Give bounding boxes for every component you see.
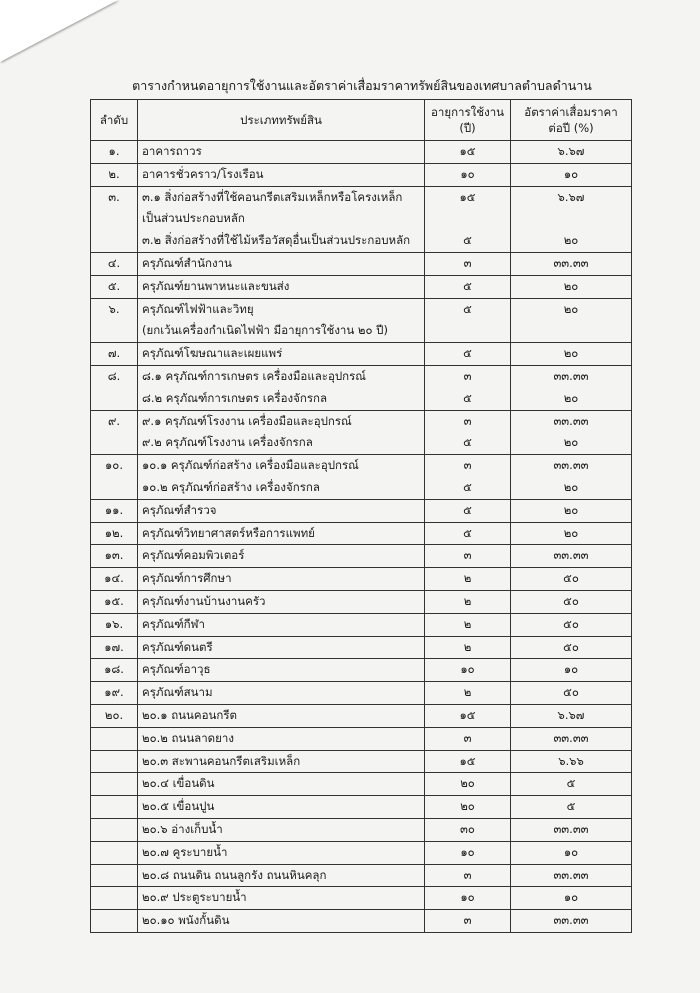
row-asset-type [138,186,425,252]
depreciation-rate-value: ๓๓.๓๓ [553,867,589,882]
row-useful-life [425,864,511,887]
useful-life-value: ๒ [463,685,472,700]
asset-type-text: ๙.๑ ครุภัณฑ์โรงงาน เครื่องมือและอุปกรณ์ [142,413,352,428]
table-row [91,887,632,910]
header-useful-life-line2: (ปี) [459,121,476,135]
row-asset-type [138,275,425,298]
row-seq: ๑๐. [91,455,138,500]
row-asset-type [138,499,425,522]
row-depreciation-rate [511,186,632,252]
row-seq: ๑๑. [91,499,138,522]
header-depreciation-rate [511,100,632,141]
useful-life-value: ๑๕ [459,707,476,722]
useful-life-value: ๕ [463,346,472,361]
row-seq [91,910,138,933]
row-asset-type [138,163,425,186]
header-useful-life-line1: อายุการใช้งาน [430,105,505,119]
row-seq: ๑๒. [91,522,138,545]
row-asset-type [138,841,425,864]
useful-life-value: ๕ [463,301,472,316]
row-depreciation-rate [511,613,632,636]
row-useful-life [425,773,511,796]
row-asset-type [138,343,425,366]
table-row [91,682,632,705]
row-depreciation-rate [511,275,632,298]
asset-type-text: อาคารถาวร [142,144,202,158]
table-row [91,659,632,682]
table-row [91,455,632,500]
asset-type-text: อาคารชั่วคราว/โรงเรือน [142,166,264,181]
table-row [91,499,632,522]
row-useful-life [425,613,511,636]
row-useful-life [425,659,511,682]
depreciation-rate-value: ๓๓.๓๓ [553,458,589,473]
table-row [91,275,632,298]
depreciation-rate-value: ๕ [566,799,576,814]
depreciation-rate-value: ๓๓.๓๓ [553,730,589,745]
asset-type-text: (ยกเว้นเครื่องกำเนิดไฟฟ้า มีอายุการใช้งาน ๒๐ ปี) [142,323,388,338]
row-useful-life [425,727,511,750]
row-seq [91,818,138,841]
useful-life-value: ๒ [463,616,472,631]
asset-type-text: เป็นส่วนประกอบหลัก [142,211,245,226]
row-seq: ๑๗. [91,636,138,659]
row-depreciation-rate [511,659,632,682]
depreciation-rate-value: ๒๐ [563,390,579,405]
useful-life-value: ๒๐ [460,799,475,814]
row-asset-type [138,910,425,933]
row-seq: ๘. [91,365,138,410]
depreciation-rate-value: ๒๐ [563,346,579,361]
asset-type-text: ครุภัณฑ์คอมพิวเตอร์ [142,548,245,563]
useful-life-value: ๕ [463,502,472,517]
row-depreciation-rate [511,636,632,659]
row-seq: ๒๐. [91,704,138,727]
asset-type-text: ครุภัณฑ์งานบ้านงานครัว [142,593,266,608]
header-seq: ลำดับ [91,100,138,141]
asset-type-text: ๒๐.๑๐ พนังกั้นดิน [142,913,230,928]
row-depreciation-rate [511,773,632,796]
row-depreciation-rate [511,545,632,568]
row-useful-life [425,252,511,275]
asset-type-text: ครุภัณฑ์ดนตรี [142,639,213,654]
useful-life-value: ๓ [463,730,472,745]
asset-type-text: ๒๐.๘ ถนนดิน ถนนลูกรัง ถนนหินคลุก [142,867,327,882]
row-seq: ๓. [91,186,138,252]
depreciation-rate-value: ๕๐ [563,571,579,586]
row-asset-type [138,365,425,410]
row-seq [91,773,138,796]
depreciation-rate-value: ๖.๖๗ [557,189,585,204]
row-useful-life [425,186,511,252]
asset-type-text: ครุภัณฑ์สนาม [142,685,213,700]
row-useful-life [425,275,511,298]
table-row [91,252,632,275]
useful-life-value: ๓๐ [460,821,475,836]
depreciation-rate-value: ๕๐ [563,593,579,608]
depreciation-rate-value: ๒๐ [563,233,579,248]
table-row [91,410,632,455]
table-row [91,365,632,410]
asset-type-text: ๒๐.๒ ถนนลาดยาง [142,730,234,745]
depreciation-rate-value: ๓๓.๓๓ [553,548,589,563]
row-seq: ๑๙. [91,682,138,705]
depreciation-rate-value: ๖.๖๗ [557,144,585,158]
row-useful-life [425,818,511,841]
row-seq: ๙. [91,410,138,455]
depreciation-rate-value: ๒๐ [563,479,579,494]
depreciation-rate-value: ๒๐ [563,301,579,316]
useful-life-value: ๕ [463,479,472,494]
row-seq: ๑๔. [91,568,138,591]
row-useful-life [425,522,511,545]
asset-type-text: ครุภัณฑ์กีฬา [142,616,205,631]
asset-type-text: ครุภัณฑ์สำนักงาน [142,255,232,270]
asset-type-text: ๘.๑ ครุภัณฑ์การเกษตร เครื่องมือและอุปกรณ์ [142,368,366,383]
table-row [91,298,632,343]
useful-life-value: ๓ [463,368,472,383]
row-depreciation-rate [511,499,632,522]
row-asset-type [138,141,425,164]
table-header-row [91,100,632,141]
useful-life-value: ๑๐ [460,166,475,181]
row-asset-type [138,887,425,910]
row-seq: ๑๘. [91,659,138,682]
row-seq [91,750,138,773]
table-row [91,163,632,186]
row-useful-life [425,343,511,366]
table-row [91,773,632,796]
row-asset-type [138,727,425,750]
asset-type-text: ๒๐.๕ เขื่อนปูน [142,799,215,814]
row-seq: ๔. [91,252,138,275]
asset-type-text: ครุภัณฑ์โฆษณาและเผยแพร่ [142,346,283,361]
header-rate-line1: อัตราค่าเสื่อมราคา [524,105,618,119]
table-row [91,186,632,252]
table-row [91,141,632,164]
useful-life-value: ๓ [463,255,472,270]
table-row [91,841,632,864]
table-row [91,750,632,773]
table-row [91,636,632,659]
row-depreciation-rate [511,727,632,750]
asset-type-text: ครุภัณฑ์อาวุธ [142,662,211,677]
row-asset-type [138,636,425,659]
header-asset-type: ประเภททรัพย์สิน [138,100,425,141]
table-row [91,910,632,933]
page-corner-fold [0,0,118,62]
row-depreciation-rate [511,365,632,410]
row-asset-type [138,750,425,773]
depreciation-rate-value: ๕๐ [563,685,579,700]
row-asset-type [138,545,425,568]
row-useful-life [425,841,511,864]
row-useful-life [425,910,511,933]
row-depreciation-rate [511,818,632,841]
useful-life-value: ๕ [463,435,472,450]
row-seq: ๖. [91,298,138,343]
useful-life-value: ๑๐ [460,844,475,859]
depreciation-rate-value: ๒๐ [563,435,579,450]
row-seq: ๑๕. [91,590,138,613]
row-asset-type [138,568,425,591]
asset-type-text: ๙.๒ ครุภัณฑ์โรงงาน เครื่องจักรกล [142,435,313,450]
row-depreciation-rate [511,841,632,864]
useful-life-value: ๕ [463,278,472,293]
row-useful-life [425,796,511,819]
useful-life-value: ๕ [463,390,472,405]
row-useful-life [425,455,511,500]
row-useful-life [425,636,511,659]
useful-life-value: ๑๕ [459,753,476,768]
row-seq: ๒. [91,163,138,186]
depreciation-rate-value: ๒๐ [563,278,579,293]
table-row [91,343,632,366]
useful-life-value: ๑๕ [459,189,476,204]
depreciation-rate-value: ๑๐ [563,662,579,677]
row-depreciation-rate [511,750,632,773]
row-asset-type [138,704,425,727]
row-seq [91,887,138,910]
depreciation-rate-value: ๓๓.๓๓ [553,821,589,836]
table-row [91,522,632,545]
depreciation-table [90,99,632,933]
asset-type-text: ครุภัณฑ์การศึกษา [142,571,232,586]
asset-type-text: ๒๐.๑ ถนนคอนกรีต [142,707,237,722]
row-useful-life [425,704,511,727]
table-row [91,613,632,636]
row-asset-type [138,252,425,275]
depreciation-rate-value: ๑๐ [563,844,579,859]
row-useful-life [425,365,511,410]
row-depreciation-rate [511,410,632,455]
table-body [91,141,632,933]
row-asset-type [138,659,425,682]
row-depreciation-rate [511,796,632,819]
row-depreciation-rate [511,910,632,933]
row-depreciation-rate [511,163,632,186]
depreciation-rate-value: ๖.๖๗ [557,707,585,722]
row-seq [91,841,138,864]
asset-type-text: ครุภัณฑ์สำรวจ [142,502,217,517]
row-depreciation-rate [511,522,632,545]
depreciation-rate-value: ๖.๖๖ [558,753,584,768]
asset-type-text: ครุภัณฑ์ยานพาหนะและขนส่ง [142,278,290,293]
row-useful-life [425,163,511,186]
table-row [91,727,632,750]
row-asset-type [138,613,425,636]
useful-life-value: ๑๐ [460,662,475,677]
depreciation-rate-value: ๑๐ [563,890,579,905]
row-depreciation-rate [511,343,632,366]
row-useful-life [425,750,511,773]
table-row [91,864,632,887]
useful-life-value: ๓ [463,913,472,928]
table-row [91,796,632,819]
row-depreciation-rate [511,568,632,591]
depreciation-rate-value [515,320,627,342]
row-depreciation-rate [511,252,632,275]
row-asset-type [138,455,425,500]
useful-life-value: ๑๕ [459,144,476,158]
row-asset-type [138,590,425,613]
row-useful-life [425,298,511,343]
depreciation-rate-value: ๕ [566,776,576,791]
useful-life-value: ๕ [463,525,472,540]
row-useful-life [425,141,511,164]
asset-type-text: ๓.๑ สิ่งก่อสร้างที่ใช้คอนกรีตเสริมเหล็กหรือโครงเหล็ก [142,189,403,204]
row-asset-type [138,298,425,343]
depreciation-rate-value: ๓๓.๓๓ [553,368,589,383]
row-seq [91,796,138,819]
row-depreciation-rate [511,298,632,343]
row-asset-type [138,773,425,796]
asset-type-text: ๒๐.๔ เขื่อนดิน [142,776,215,791]
useful-life-value: ๕ [463,233,472,248]
useful-life-value: ๑๐ [460,890,475,905]
row-asset-type [138,522,425,545]
asset-type-text: ๒๐.๖ อ่างเก็บน้ำ [142,821,223,836]
useful-life-value: ๒ [463,593,472,608]
row-depreciation-rate [511,141,632,164]
asset-type-text: ๒๐.๗ คูระบายน้ำ [142,844,228,859]
depreciation-rate-value: ๒๐ [563,525,579,540]
depreciation-rate-value: ๓๓.๓๓ [553,413,589,428]
row-seq: ๑๓. [91,545,138,568]
depreciation-rate-value: ๓๓.๓๓ [553,913,589,928]
useful-life-value: ๓ [463,413,472,428]
row-seq: ๗. [91,343,138,366]
row-depreciation-rate [511,682,632,705]
row-seq [91,864,138,887]
row-useful-life [425,590,511,613]
row-asset-type [138,818,425,841]
row-seq: ๑๖. [91,613,138,636]
row-useful-life [425,410,511,455]
asset-type-text: ๒๐.๙ ประตูระบายน้ำ [142,890,247,905]
useful-life-value: ๒ [463,639,472,654]
asset-type-text: ครุภัณฑ์ไฟฟ้าและวิทยุ [142,301,254,316]
useful-life-value: ๓ [463,548,472,563]
depreciation-rate-value: ๑๐ [563,166,579,181]
depreciation-rate-value: ๒๐ [563,502,579,517]
row-depreciation-rate [511,864,632,887]
row-seq: ๑. [91,141,138,164]
depreciation-rate-value: ๕๐ [563,639,579,654]
row-useful-life [425,682,511,705]
row-depreciation-rate [511,704,632,727]
table-row [91,568,632,591]
asset-type-text: ๓.๒ สิ่งก่อสร้างที่ใช้ไม้หรือวัสดุอื่นเป็นส่วนประกอบหลัก [142,233,411,248]
row-asset-type [138,796,425,819]
useful-life-value: ๓ [463,458,472,473]
row-seq [91,727,138,750]
useful-life-value [429,208,506,230]
table-row [91,704,632,727]
row-depreciation-rate [511,590,632,613]
header-rate-line2: ต่อปี (%) [548,121,594,135]
row-depreciation-rate [511,887,632,910]
useful-life-value: ๒ [463,571,472,586]
row-useful-life [425,545,511,568]
row-asset-type [138,410,425,455]
asset-type-text: ๑๐.๑ ครุภัณฑ์ก่อสร้าง เครื่องมือและอุปกรณ์ [142,458,359,473]
depreciation-rate-value: ๕๐ [563,616,579,631]
row-useful-life [425,568,511,591]
row-depreciation-rate [511,455,632,500]
row-asset-type [138,682,425,705]
asset-type-text: ๑๐.๒ ครุภัณฑ์ก่อสร้าง เครื่องจักรกล [142,479,320,494]
asset-type-text: ๘.๒ ครุภัณฑ์การเกษตร เครื่องจักรกล [142,390,328,405]
useful-life-value [429,320,506,342]
row-useful-life [425,499,511,522]
table-row [91,590,632,613]
row-useful-life [425,887,511,910]
asset-type-text: ครุภัณฑ์วิทยาศาสตร์หรือการแพทย์ [142,525,315,540]
depreciation-rate-value: ๓๓.๓๓ [553,255,589,270]
table-row [91,818,632,841]
table-row [91,545,632,568]
asset-type-text: ๒๐.๓ สะพานคอนกรีตเสริมเหล็ก [142,753,301,768]
header-useful-life [425,100,511,141]
useful-life-value: ๒๐ [460,776,475,791]
useful-life-value: ๓ [463,867,472,882]
document-title: ตารางกำหนดอายุการใช้งานและอัตราค่าเสื่อมราคาทรัพย์สินของเทศบาลตำบลดำนาน [132,78,592,93]
row-asset-type [138,864,425,887]
depreciation-rate-value [515,208,627,230]
row-seq: ๕. [91,275,138,298]
